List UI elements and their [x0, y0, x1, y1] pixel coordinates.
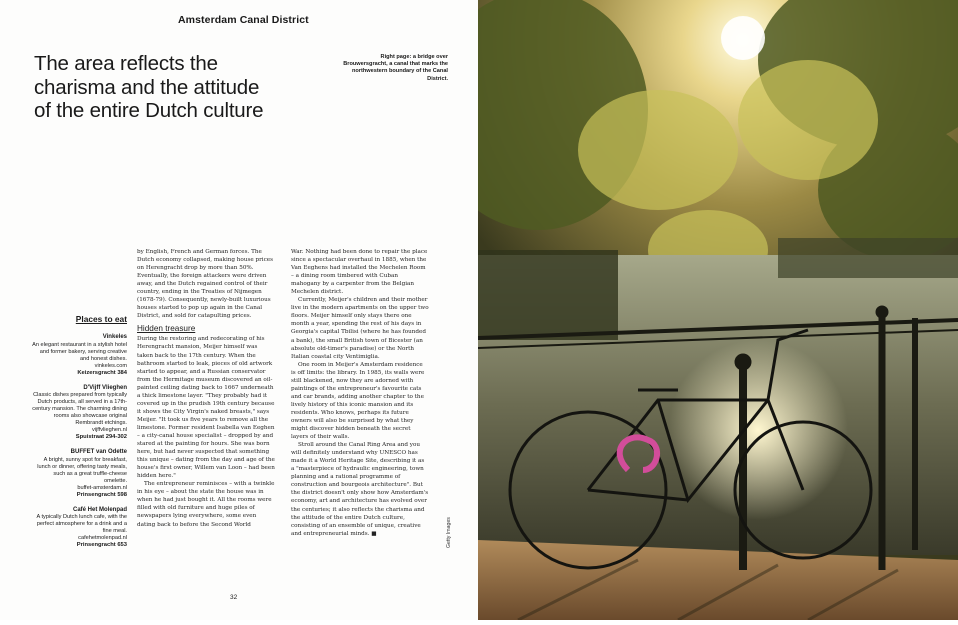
article-paragraph: by English, French and German forces. The Dutch economy collapsed, making house prices on Herengracht drop by more than 50%. Eventually, the foreign attackers were driven away, and the Dutch regained control of their country, ending in the Treaties of Nijmegen (1678-79). Consequently, newly-built luxurious houses started to pop up again in the Canal District, and sold for catapulting prices. — [137, 249, 273, 320]
venue-name: Café Het Molenpad — [72, 506, 127, 513]
photo-illustration — [478, 0, 958, 620]
venue-website: vijffvlieghen.nl — [91, 427, 127, 433]
article-paragraph: War. Nothing had been done to repair the place since a spectacular overhaul in 1885, when the Van Eeghens had installed the Mechelen Room – a dining room timbered with Cuban mahogany by a carpenter from the Belgian Mechelen district. — [291, 249, 428, 296]
venue-buffet-van-odette — [30, 449, 127, 499]
article-paragraph: During the restoring and redecorating of his Herengracht mansion, Meijer himself was taken back to the 17th century. When the bathroom started to leak, pieces of old artwork started to appear, and a Russian conservator from the Hermitage museum discovered an oil-painted ceiling dating back to 1667 underneath a thick limestone layer. "They probably had it covered up in the prudish 19th century because it shows the City Virgin's naked breasts," says Meijer. "It took us five years to remove all the limestone. Former resident Isabella van Eeghen – a city-canal house specialist – dropped by and stared at the painting for hours. She was born here, but had never suspected that something this unique – dating from the day and age of the house's first owner, Willem van Loon – had been hidden here." — [137, 336, 275, 480]
sidebar-title: Places to eat — [75, 314, 127, 324]
page-number: 32 — [230, 594, 238, 601]
photo-credit: Getty Images — [446, 517, 452, 548]
venue-website: vinkeles.com — [94, 362, 127, 369]
article-paragraph: The entrepreneur reminisces – with a twinkle in his eye – about the state the house was in when he had just bought it. All the rooms were filled with old furniture and huge piles of newspapers lying everywhere, some even dating back to before the Second World — [137, 481, 275, 528]
canal-bicycle-photo — [478, 0, 958, 620]
subheading: Hidden treasure — [137, 324, 196, 334]
article-paragraph: Stroll around the Canal Ring Area and you will definitely understand why UNESCO has made it a World Heritage Site, describing it as a "masterpiece of hydraulic engineering, town planning and a rational programme of construction and bourgeois architecture". But the district doesn't only show how Amsterdam's economy, art and architecture has evolved over the centuries; it also reflects the charisma and the attitude of the entire Dutch culture, consisting of an ensemble of unique, creative and entrepreneurial minds. ■ — [291, 442, 429, 537]
venue-address: Keizersgracht 384 — [77, 369, 127, 376]
left-page — [0, 0, 478, 620]
venue-description: A bright, sunny spot for breakfast, lunch or dinner, offering tasty meals, such as a great truffle-cheese omelette. — [37, 456, 127, 484]
venue-dvijff-vlieghen — [30, 385, 127, 442]
venue-website: cafehetmolenpad.nl — [78, 535, 127, 541]
photo-caption: Right page: a bridge over Brouwersgracht, a canal that marks the northwestern boundary of the Canal District. — [343, 54, 448, 82]
venue-address: Prinsengracht 653 — [76, 542, 127, 548]
venue-description: An elegant restaurant in a stylish hotel and former bakery, serving creative and honest dishes. — [32, 341, 127, 362]
venue-website: buffet-amsterdam.nl — [77, 484, 127, 491]
section-label: Amsterdam Canal District — [178, 14, 309, 26]
article-column-1 — [137, 248, 275, 529]
article-column-2 — [291, 248, 429, 538]
venue-name: Vinkeles — [102, 334, 127, 340]
venue-description: A typically Dutch lunch cafe, with the perfect atmosphere for a drink and a fine meal. — [36, 514, 127, 534]
venue-vinkeles — [30, 334, 127, 377]
venue-name: D'Vijff Vlieghen — [83, 384, 127, 391]
venue-description: Classic dishes prepared from typically Dutch products, all served in a 17th-century mansion. The charming dining rooms also showcase original Rembrandt etchings. — [32, 392, 127, 426]
venue-address: Spuistraat 294-302 — [75, 434, 127, 440]
article-paragraph: Currently, Meijer's children and their mother live in the modern apartments on the upper two floors. Meijer himself only stays there one month a year, spending the rest of his days in Georgia's capital Tbilisi (where he has founded a bank), the small British town of Bicester (an absolute old-timer's paradise) or the North Italian coastal city Ventimiglia. — [291, 297, 429, 360]
article-paragraph: One room in Meijer's Amsterdam residence is off limits: the library. In 1985, its walls were still blackened, now they are adorned with paintings of the entrepreneur's favourite cats and car brands, adding another chapter to the lively history of this iconic mansion and its residents. Who knows, perhaps its future owners will also be surprised by what they might discover hidden beneath the secret layers of their walls. — [291, 361, 425, 441]
venue-name: BUFFET van Odette — [70, 449, 127, 455]
headline: The area reflects the charisma and the attitude of the entire Dutch culture — [34, 52, 264, 122]
places-to-eat-sidebar — [30, 314, 127, 557]
venue-address: Prinsengracht 598 — [76, 491, 127, 498]
venue-cafe-het-molenpad — [30, 507, 127, 550]
